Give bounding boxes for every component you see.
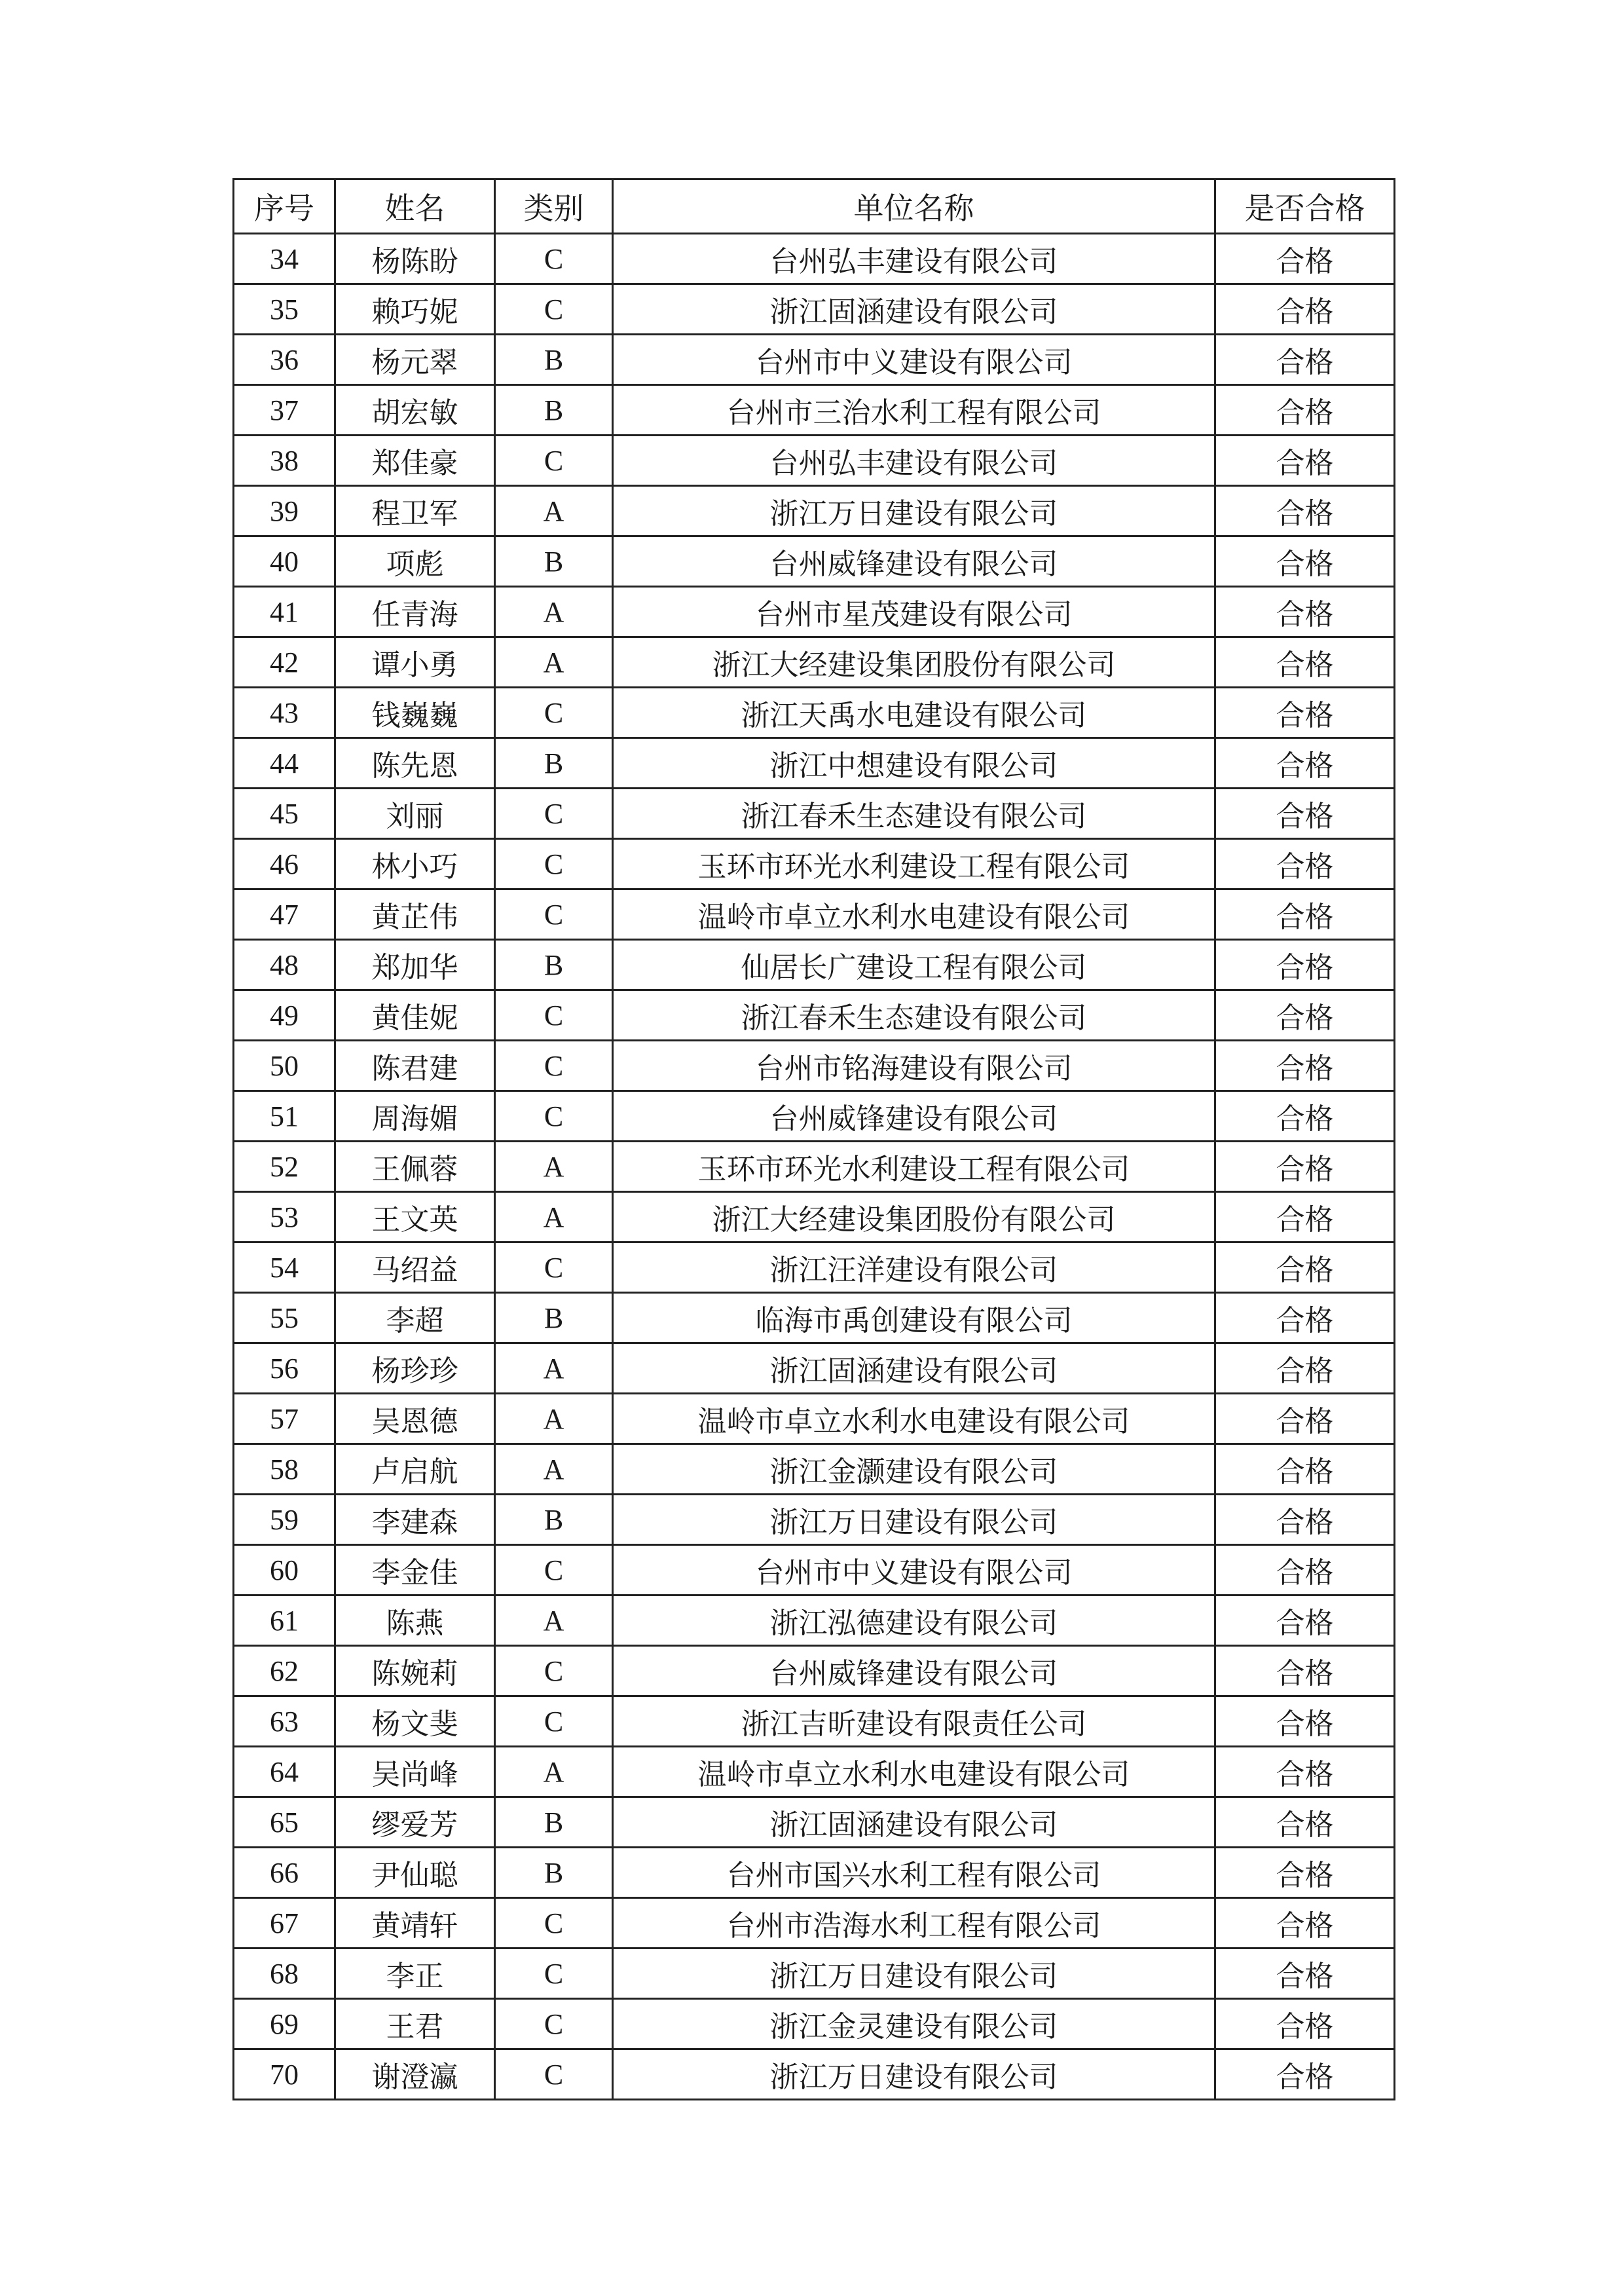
person-name-cell: 吴尚峰 <box>335 1747 495 1797</box>
category-cell: C <box>495 1545 613 1595</box>
person-name-cell: 谭小勇 <box>335 637 495 688</box>
unit-name-cell: 温岭市卓立水利水电建设有限公司 <box>613 1394 1215 1444</box>
qualified-status-cell: 合格 <box>1215 587 1395 637</box>
table-row <box>234 1142 1395 1192</box>
person-name-cell: 马绍益 <box>335 1242 495 1293</box>
person-name-cell: 尹仙聪 <box>335 1848 495 1898</box>
qualified-status-cell: 合格 <box>1215 536 1395 587</box>
category-cell: A <box>495 637 613 688</box>
serial-number-cell: 47 <box>234 889 335 940</box>
category-cell: A <box>495 1747 613 1797</box>
unit-name-cell: 台州市三治水利工程有限公司 <box>613 385 1215 436</box>
category-cell: A <box>495 587 613 637</box>
table-row <box>234 1041 1395 1091</box>
category-cell: B <box>495 536 613 587</box>
category-cell: B <box>495 1495 613 1545</box>
table-row <box>234 234 1395 284</box>
unit-name-cell: 浙江汪洋建设有限公司 <box>613 1242 1215 1293</box>
person-name-cell: 李建森 <box>335 1495 495 1545</box>
qualified-status-cell: 合格 <box>1215 1949 1395 1999</box>
table-row <box>234 1949 1395 1999</box>
table-row <box>234 1495 1395 1545</box>
qualified-status-cell: 合格 <box>1215 1343 1395 1394</box>
category-cell: B <box>495 738 613 789</box>
serial-number-cell: 40 <box>234 536 335 587</box>
unit-name-cell: 浙江中想建设有限公司 <box>613 738 1215 789</box>
unit-name-cell: 仙居长广建设工程有限公司 <box>613 940 1215 990</box>
unit-name-cell: 台州市中义建设有限公司 <box>613 1545 1215 1595</box>
table-row <box>234 1595 1395 1646</box>
person-name-cell: 陈君建 <box>335 1041 495 1091</box>
category-cell: B <box>495 1848 613 1898</box>
serial-number-cell: 45 <box>234 789 335 839</box>
table-row <box>234 1242 1395 1293</box>
category-cell: C <box>495 990 613 1041</box>
serial-number-cell: 49 <box>234 990 335 1041</box>
serial-number-cell: 35 <box>234 284 335 335</box>
person-name-cell: 任青海 <box>335 587 495 637</box>
unit-name-cell: 台州市中义建设有限公司 <box>613 335 1215 385</box>
person-name-cell: 李超 <box>335 1293 495 1343</box>
serial-number-cell: 65 <box>234 1797 335 1848</box>
person-name-cell: 谢澄瀛 <box>335 2049 495 2100</box>
qualified-status-cell: 合格 <box>1215 1041 1395 1091</box>
unit-name-cell: 临海市禹创建设有限公司 <box>613 1293 1215 1343</box>
table-row <box>234 436 1395 486</box>
category-cell: A <box>495 1192 613 1242</box>
table-header-row <box>234 179 1395 234</box>
header-unit-name: 单位名称 <box>613 179 1215 234</box>
category-cell: C <box>495 1242 613 1293</box>
unit-name-cell: 浙江固涵建设有限公司 <box>613 284 1215 335</box>
table-row <box>234 1343 1395 1394</box>
qualified-status-cell: 合格 <box>1215 637 1395 688</box>
category-cell: A <box>495 1595 613 1646</box>
header-qualified: 是否合格 <box>1215 179 1395 234</box>
table-row <box>234 1696 1395 1747</box>
unit-name-cell: 温岭市卓立水利水电建设有限公司 <box>613 1747 1215 1797</box>
qualified-status-cell: 合格 <box>1215 1242 1395 1293</box>
serial-number-cell: 67 <box>234 1898 335 1949</box>
qualified-status-cell: 合格 <box>1215 1747 1395 1797</box>
person-name-cell: 李正 <box>335 1949 495 1999</box>
table-row <box>234 1848 1395 1898</box>
table-row <box>234 2049 1395 2100</box>
table-row <box>234 688 1395 738</box>
qualified-status-cell: 合格 <box>1215 738 1395 789</box>
table-row <box>234 1545 1395 1595</box>
table-row <box>234 1646 1395 1696</box>
category-cell: A <box>495 486 613 536</box>
table-row <box>234 990 1395 1041</box>
qualification-table <box>232 178 1395 2100</box>
serial-number-cell: 59 <box>234 1495 335 1545</box>
table-row <box>234 1999 1395 2049</box>
table-row <box>234 335 1395 385</box>
unit-name-cell: 浙江万日建设有限公司 <box>613 1495 1215 1545</box>
qualified-status-cell: 合格 <box>1215 1495 1395 1545</box>
serial-number-cell: 55 <box>234 1293 335 1343</box>
serial-number-cell: 38 <box>234 436 335 486</box>
person-name-cell: 程卫军 <box>335 486 495 536</box>
qualified-status-cell: 合格 <box>1215 2049 1395 2100</box>
unit-name-cell: 台州市浩海水利工程有限公司 <box>613 1898 1215 1949</box>
qualified-status-cell: 合格 <box>1215 284 1395 335</box>
table-row <box>234 738 1395 789</box>
table-row <box>234 536 1395 587</box>
person-name-cell: 钱巍巍 <box>335 688 495 738</box>
table-row <box>234 1293 1395 1343</box>
serial-number-cell: 36 <box>234 335 335 385</box>
person-name-cell: 刘丽 <box>335 789 495 839</box>
person-name-cell: 赖巧妮 <box>335 284 495 335</box>
qualified-status-cell: 合格 <box>1215 1595 1395 1646</box>
category-cell: C <box>495 889 613 940</box>
person-name-cell: 缪爱芳 <box>335 1797 495 1848</box>
category-cell: A <box>495 1444 613 1495</box>
unit-name-cell: 台州市星茂建设有限公司 <box>613 587 1215 637</box>
serial-number-cell: 48 <box>234 940 335 990</box>
table-row <box>234 839 1395 889</box>
unit-name-cell: 浙江固涵建设有限公司 <box>613 1343 1215 1394</box>
category-cell: C <box>495 1949 613 1999</box>
qualified-status-cell: 合格 <box>1215 688 1395 738</box>
person-name-cell: 王佩蓉 <box>335 1142 495 1192</box>
serial-number-cell: 57 <box>234 1394 335 1444</box>
table-row <box>234 940 1395 990</box>
person-name-cell: 黄芷伟 <box>335 889 495 940</box>
category-cell: C <box>495 1041 613 1091</box>
unit-name-cell: 温岭市卓立水利水电建设有限公司 <box>613 889 1215 940</box>
serial-number-cell: 51 <box>234 1091 335 1142</box>
qualified-status-cell: 合格 <box>1215 1898 1395 1949</box>
serial-number-cell: 44 <box>234 738 335 789</box>
qualified-status-cell: 合格 <box>1215 1545 1395 1595</box>
category-cell: C <box>495 1898 613 1949</box>
header-serial-number: 序号 <box>234 179 335 234</box>
person-name-cell: 杨陈盼 <box>335 234 495 284</box>
qualified-status-cell: 合格 <box>1215 1696 1395 1747</box>
unit-name-cell: 台州威锋建设有限公司 <box>613 536 1215 587</box>
unit-name-cell: 浙江大经建设集团股份有限公司 <box>613 1192 1215 1242</box>
category-cell: A <box>495 1343 613 1394</box>
table-row <box>234 1898 1395 1949</box>
qualified-status-cell: 合格 <box>1215 1444 1395 1495</box>
person-name-cell: 王文英 <box>335 1192 495 1242</box>
serial-number-cell: 64 <box>234 1747 335 1797</box>
person-name-cell: 项彪 <box>335 536 495 587</box>
person-name-cell: 杨珍珍 <box>335 1343 495 1394</box>
qualified-status-cell: 合格 <box>1215 1797 1395 1848</box>
qualified-status-cell: 合格 <box>1215 1091 1395 1142</box>
serial-number-cell: 42 <box>234 637 335 688</box>
category-cell: C <box>495 436 613 486</box>
category-cell: C <box>495 1091 613 1142</box>
serial-number-cell: 61 <box>234 1595 335 1646</box>
table-row <box>234 1444 1395 1495</box>
qualified-status-cell: 合格 <box>1215 1293 1395 1343</box>
person-name-cell: 周海媚 <box>335 1091 495 1142</box>
qualified-status-cell: 合格 <box>1215 940 1395 990</box>
qualified-status-cell: 合格 <box>1215 1646 1395 1696</box>
table-row <box>234 587 1395 637</box>
table-row <box>234 486 1395 536</box>
category-cell: A <box>495 1394 613 1444</box>
qualified-status-cell: 合格 <box>1215 1142 1395 1192</box>
header-category: 类别 <box>495 179 613 234</box>
category-cell: B <box>495 1293 613 1343</box>
serial-number-cell: 70 <box>234 2049 335 2100</box>
category-cell: C <box>495 1646 613 1696</box>
serial-number-cell: 41 <box>234 587 335 637</box>
unit-name-cell: 玉环市环光水利建设工程有限公司 <box>613 1142 1215 1192</box>
category-cell: C <box>495 234 613 284</box>
serial-number-cell: 53 <box>234 1192 335 1242</box>
person-name-cell: 郑加华 <box>335 940 495 990</box>
category-cell: B <box>495 385 613 436</box>
category-cell: C <box>495 839 613 889</box>
serial-number-cell: 46 <box>234 839 335 889</box>
qualified-status-cell: 合格 <box>1215 889 1395 940</box>
serial-number-cell: 52 <box>234 1142 335 1192</box>
unit-name-cell: 浙江金灏建设有限公司 <box>613 1444 1215 1495</box>
person-name-cell: 杨元翠 <box>335 335 495 385</box>
serial-number-cell: 43 <box>234 688 335 738</box>
unit-name-cell: 浙江万日建设有限公司 <box>613 2049 1215 2100</box>
unit-name-cell: 浙江金灵建设有限公司 <box>613 1999 1215 2049</box>
person-name-cell: 陈燕 <box>335 1595 495 1646</box>
serial-number-cell: 54 <box>234 1242 335 1293</box>
serial-number-cell: 39 <box>234 486 335 536</box>
category-cell: C <box>495 1999 613 2049</box>
unit-name-cell: 浙江春禾生态建设有限公司 <box>613 789 1215 839</box>
person-name-cell: 王君 <box>335 1999 495 2049</box>
person-name-cell: 胡宏敏 <box>335 385 495 436</box>
unit-name-cell: 玉环市环光水利建设工程有限公司 <box>613 839 1215 889</box>
qualified-status-cell: 合格 <box>1215 486 1395 536</box>
unit-name-cell: 台州弘丰建设有限公司 <box>613 234 1215 284</box>
category-cell: B <box>495 940 613 990</box>
person-name-cell: 黄佳妮 <box>335 990 495 1041</box>
qualified-status-cell: 合格 <box>1215 234 1395 284</box>
qualified-status-cell: 合格 <box>1215 990 1395 1041</box>
qualified-status-cell: 合格 <box>1215 436 1395 486</box>
table-row <box>234 1394 1395 1444</box>
serial-number-cell: 37 <box>234 385 335 436</box>
serial-number-cell: 66 <box>234 1848 335 1898</box>
unit-name-cell: 浙江吉昕建设有限责任公司 <box>613 1696 1215 1747</box>
unit-name-cell: 浙江万日建设有限公司 <box>613 1949 1215 1999</box>
person-name-cell: 黄靖轩 <box>335 1898 495 1949</box>
unit-name-cell: 台州威锋建设有限公司 <box>613 1091 1215 1142</box>
unit-name-cell: 台州市国兴水利工程有限公司 <box>613 1848 1215 1898</box>
serial-number-cell: 68 <box>234 1949 335 1999</box>
category-cell: A <box>495 1142 613 1192</box>
table-row <box>234 385 1395 436</box>
serial-number-cell: 50 <box>234 1041 335 1091</box>
table-row <box>234 1797 1395 1848</box>
unit-name-cell: 浙江大经建设集团股份有限公司 <box>613 637 1215 688</box>
serial-number-cell: 60 <box>234 1545 335 1595</box>
serial-number-cell: 58 <box>234 1444 335 1495</box>
unit-name-cell: 浙江天禹水电建设有限公司 <box>613 688 1215 738</box>
category-cell: C <box>495 789 613 839</box>
table-row <box>234 1747 1395 1797</box>
table-row <box>234 284 1395 335</box>
table-row <box>234 637 1395 688</box>
qualified-status-cell: 合格 <box>1215 789 1395 839</box>
person-name-cell: 陈婉莉 <box>335 1646 495 1696</box>
unit-name-cell: 浙江春禾生态建设有限公司 <box>613 990 1215 1041</box>
qualified-status-cell: 合格 <box>1215 1394 1395 1444</box>
person-name-cell: 郑佳豪 <box>335 436 495 486</box>
person-name-cell: 杨文斐 <box>335 1696 495 1747</box>
unit-name-cell: 浙江固涵建设有限公司 <box>613 1797 1215 1848</box>
person-name-cell: 吴恩德 <box>335 1394 495 1444</box>
unit-name-cell: 台州弘丰建设有限公司 <box>613 436 1215 486</box>
table-row <box>234 789 1395 839</box>
serial-number-cell: 34 <box>234 234 335 284</box>
qualified-status-cell: 合格 <box>1215 1848 1395 1898</box>
qualified-status-cell: 合格 <box>1215 385 1395 436</box>
table-body <box>234 234 1395 2100</box>
unit-name-cell: 台州市铭海建设有限公司 <box>613 1041 1215 1091</box>
table-row <box>234 1192 1395 1242</box>
header-name: 姓名 <box>335 179 495 234</box>
unit-name-cell: 浙江万日建设有限公司 <box>613 486 1215 536</box>
person-name-cell: 李金佳 <box>335 1545 495 1595</box>
qualified-status-cell: 合格 <box>1215 1192 1395 1242</box>
table-row <box>234 889 1395 940</box>
category-cell: C <box>495 1696 613 1747</box>
serial-number-cell: 69 <box>234 1999 335 2049</box>
category-cell: B <box>495 335 613 385</box>
qualified-status-cell: 合格 <box>1215 335 1395 385</box>
serial-number-cell: 63 <box>234 1696 335 1747</box>
category-cell: C <box>495 284 613 335</box>
serial-number-cell: 56 <box>234 1343 335 1394</box>
table-row <box>234 1091 1395 1142</box>
unit-name-cell: 台州威锋建设有限公司 <box>613 1646 1215 1696</box>
category-cell: C <box>495 688 613 738</box>
unit-name-cell: 浙江泓德建设有限公司 <box>613 1595 1215 1646</box>
category-cell: C <box>495 2049 613 2100</box>
person-name-cell: 林小巧 <box>335 839 495 889</box>
person-name-cell: 陈先恩 <box>335 738 495 789</box>
qualified-status-cell: 合格 <box>1215 839 1395 889</box>
category-cell: B <box>495 1797 613 1848</box>
qualified-status-cell: 合格 <box>1215 1999 1395 2049</box>
serial-number-cell: 62 <box>234 1646 335 1696</box>
person-name-cell: 卢启航 <box>335 1444 495 1495</box>
